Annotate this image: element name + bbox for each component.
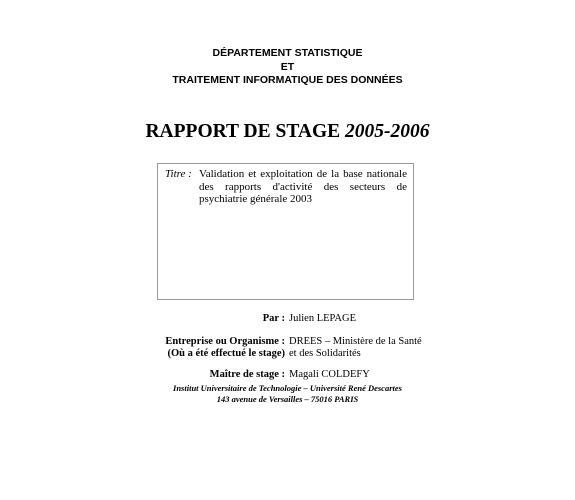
report-title-years: 2005-2006 <box>345 121 430 142</box>
subject-text <box>199 168 407 206</box>
department-line-1: DÉPARTEMENT STATISTIQUE <box>212 47 363 59</box>
report-title-main: RAPPORT DE STAGE <box>145 121 341 142</box>
footer-line-2: 143 avenue de Versailles – 75016 PARIS <box>216 394 359 404</box>
subject-label: Titre : <box>165 168 192 180</box>
institution-footer <box>0 383 575 405</box>
supervisor-value: Magali COLDEFY <box>289 369 370 380</box>
subject-line-1: Validation et exploitation de la base nationale <box>199 168 407 180</box>
author-label: Par : <box>262 313 285 324</box>
report-title <box>0 119 575 145</box>
organisation-value-line-1: DREES – Ministère de la Santé <box>289 336 422 347</box>
footer-line-1: Institut Universitaire de Technologie – Université René Descartes <box>173 383 402 393</box>
organisation-value-line-2: et des Solidarités <box>289 348 361 359</box>
organisation-sublabel: (Où a été effectué le stage) <box>167 348 285 359</box>
organisation-label: Entreprise ou Organisme : <box>165 336 285 347</box>
subject-line-2: des rapports d'activité des secteurs de <box>199 180 407 193</box>
subject-line-3: psychiatrie générale 2003 <box>199 193 313 205</box>
department-heading <box>0 47 575 88</box>
department-line-3: TRAITEMENT INFORMATIQUE DES DONNÉES <box>172 74 403 86</box>
supervisor-label: Maître de stage : <box>209 369 285 380</box>
author-value: Julien LEPAGE <box>289 313 356 324</box>
department-line-2: ET <box>280 60 295 73</box>
